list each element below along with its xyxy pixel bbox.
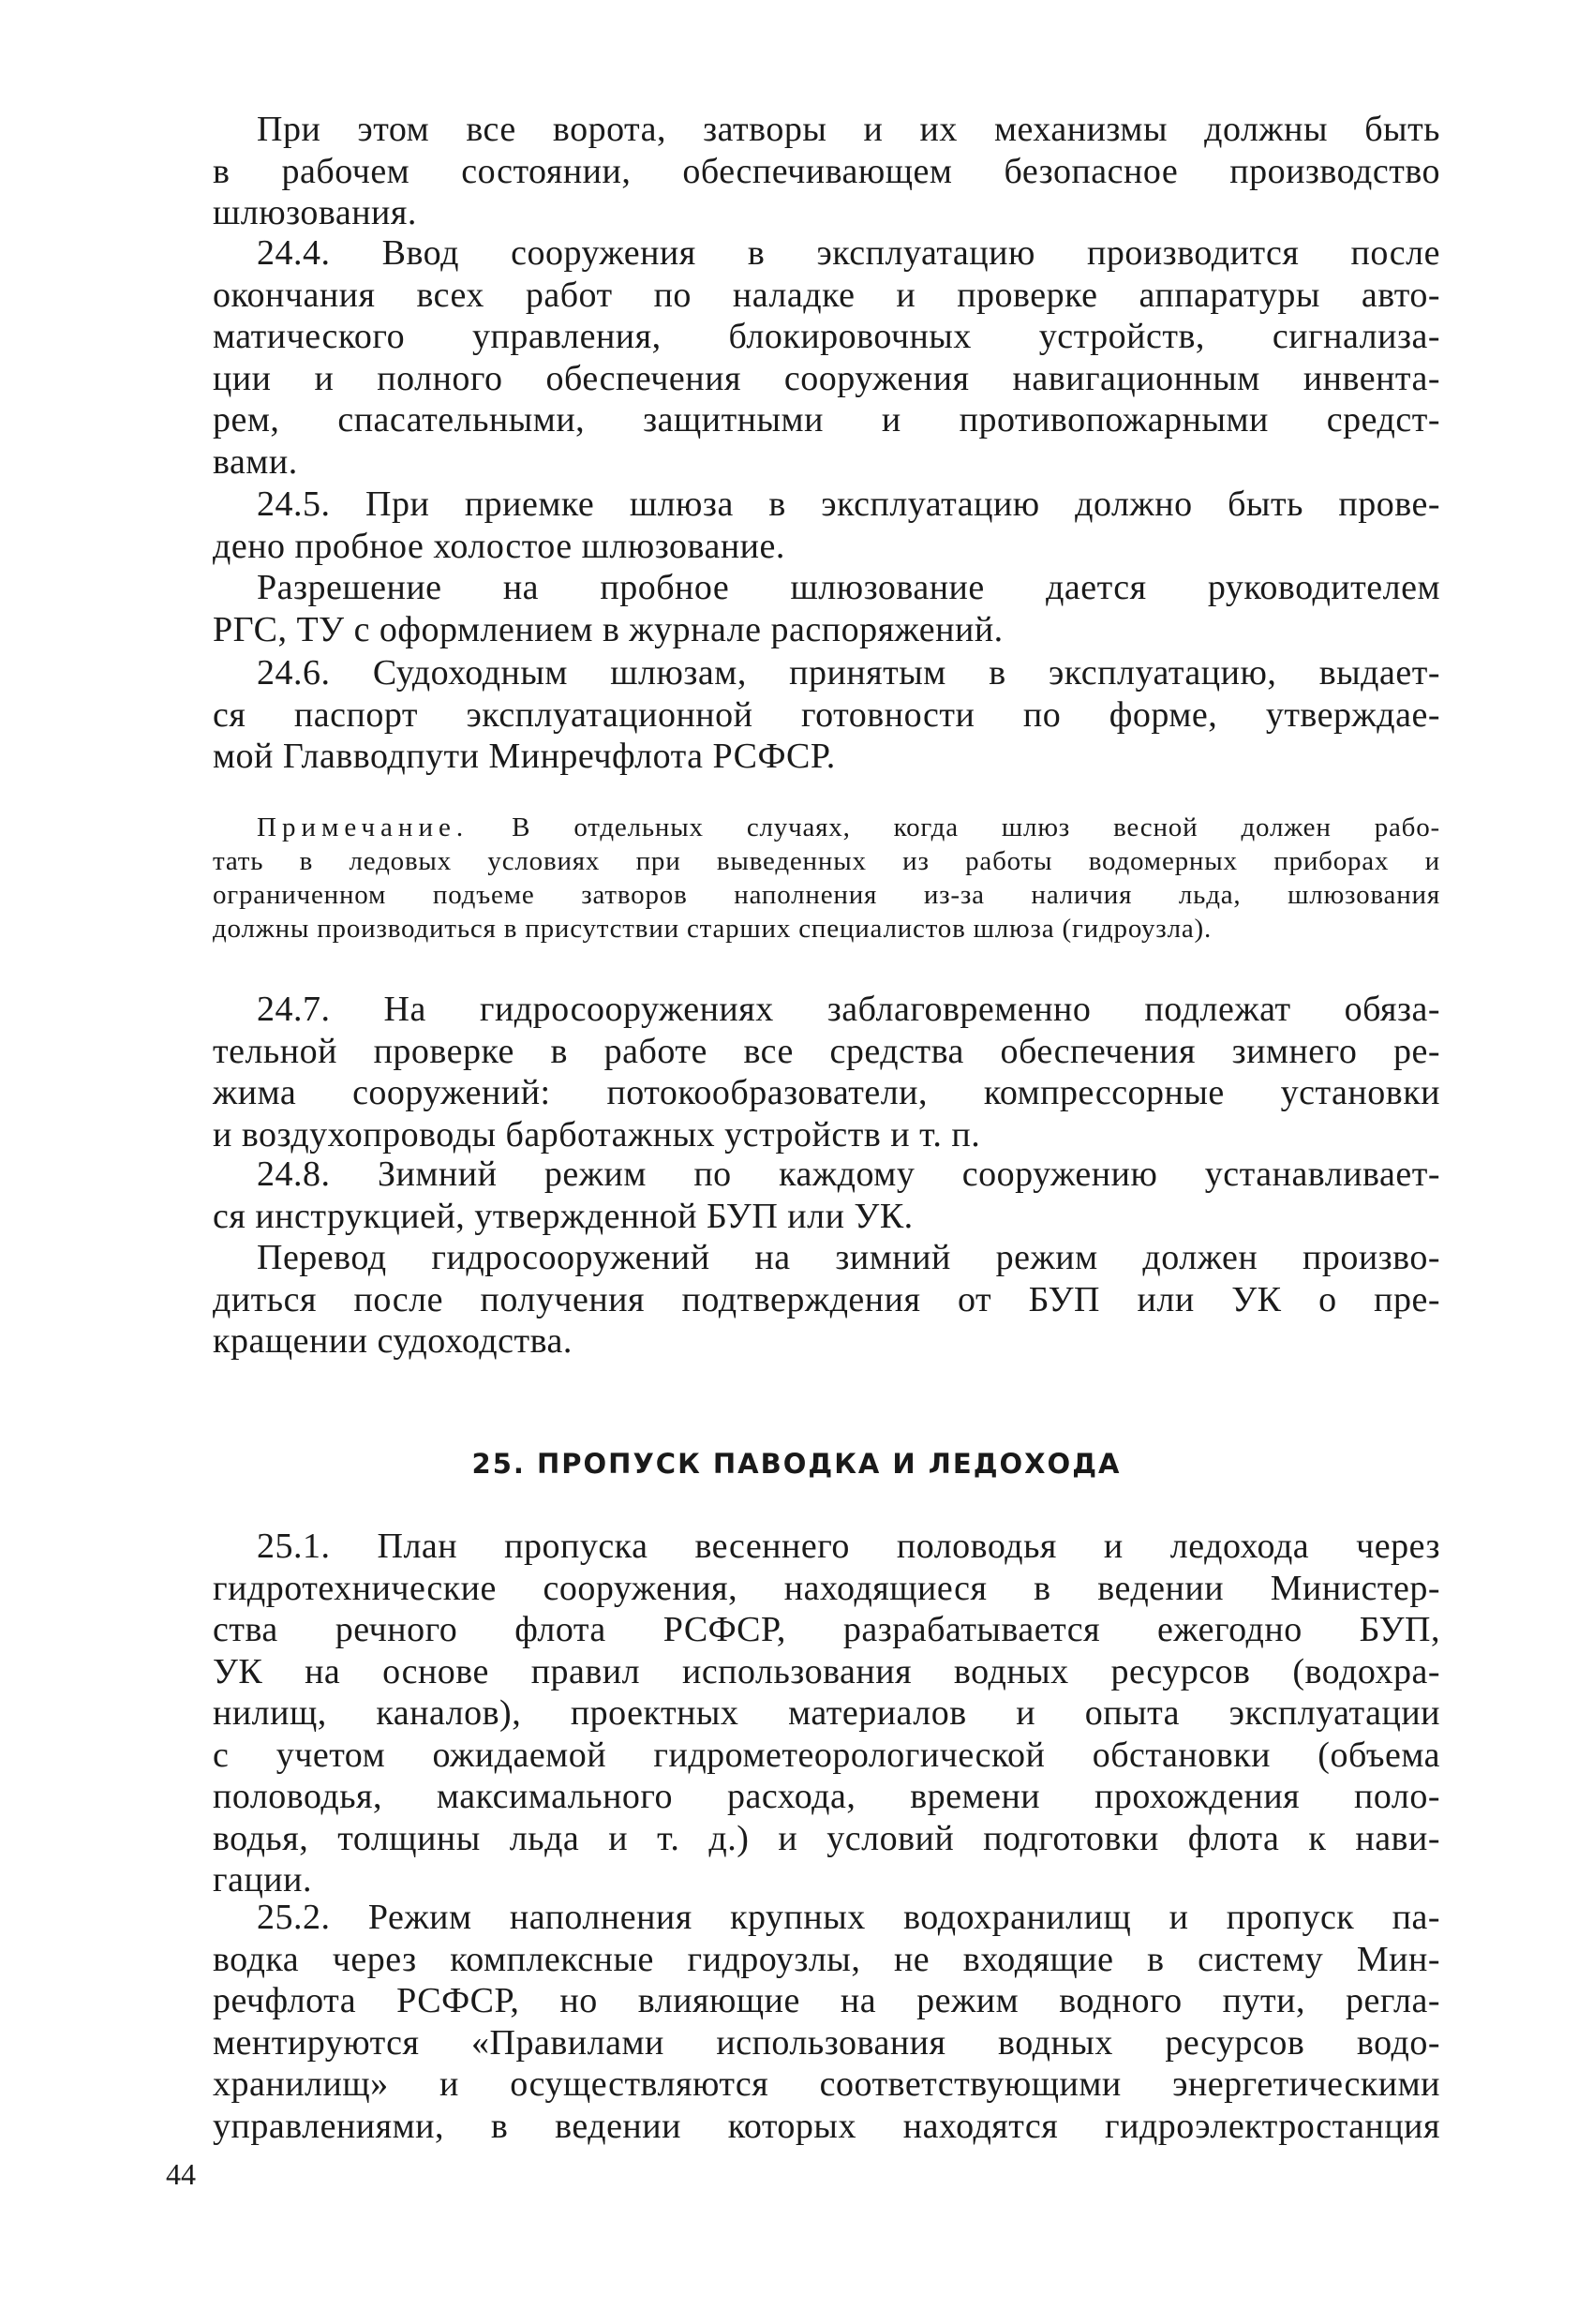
text-line: вами. [213, 441, 298, 482]
text-line: УК на основе правил использования водных ресурсов (водохра- [213, 1651, 1440, 1691]
text-line: диться после получения подтверждения от БУП или УК о пре- [213, 1279, 1440, 1319]
page-number: 44 [166, 2157, 196, 2191]
text-line: водка через комплексные гидроузлы, не входящие в систему Мин- [213, 1939, 1440, 1979]
section-heading: 25. ПРОПУСК ПАВОДКА И ЛЕДОХОДА [471, 1448, 1122, 1480]
text-line: хранилищ» и осуществляются соответствующими энергетическими [213, 2064, 1440, 2104]
text-line: Разрешение на пробное шлюзование дается руководителем [257, 568, 1440, 607]
text-line: окончания всех работ по наладке и проверке аппаратуры авто- [213, 275, 1440, 315]
text-line: в рабочем состоянии, обеспечивающем безопасное производство [213, 151, 1440, 191]
text-line: 24.5. При приемке шлюза в эксплуатацию должно быть прове- [257, 484, 1440, 524]
text-line: ся паспорт эксплуатационной готовности по форме, утверждае- [213, 694, 1440, 735]
text-line: половодья, максимального расхода, времени прохождения поло- [213, 1777, 1440, 1816]
text-line: с учетом ожидаемой гидрометеорологической обстановки (объема [213, 1735, 1440, 1775]
text-line: дено пробное холостое шлюзование. [213, 526, 785, 566]
text-line: РГС, ТУ с оформлением в журнале распоряжений. [213, 609, 1004, 649]
text-line: гидротехнические сооружения, находящиеся в ведении Министер- [213, 1568, 1440, 1608]
text-line: 24.6. Судоходным шлюзам, принятым в эксплуатацию, выдает- [257, 653, 1440, 693]
note-label: Примечание. [257, 812, 469, 842]
text-line: ства речного флота РСФСР, разрабатывается ежегодно БУП, [213, 1610, 1440, 1649]
text-line: Перевод гидросооружений на зимний режим должен произво- [257, 1238, 1440, 1277]
text-line: матического управления, блокировочных устройств, сигнализа- [213, 317, 1440, 356]
text-line: 24.4. Ввод сооружения в эксплуатацию производится после [257, 233, 1440, 273]
text-line: кращении судоходства. [213, 1321, 573, 1361]
text-line: жима сооружений: потокообразователи, компрессорные установки [213, 1073, 1440, 1112]
text-line: ся инструкцией, утвержденной БУП или УК. [213, 1196, 914, 1236]
note-text: В отдельных случаях, когда шлюз весной должен рабо- [512, 812, 1440, 842]
text-line: шлюзования. [213, 193, 417, 232]
text-line: 25.2. Режим наполнения крупных водохранилищ и пропуск па- [257, 1898, 1440, 1937]
text-line: ции и полного обеспечения сооружения навигационным инвента- [213, 358, 1440, 398]
text-line: 25.1. План пропуска весеннего половодья и ледохода через [257, 1527, 1440, 1566]
text-line: водья, толщины льда и т. д.) и условий подготовки флота к нави- [213, 1818, 1440, 1858]
text-line: рем, спасательными, защитными и противопожарными средст- [213, 400, 1440, 439]
text-line: нилищ, каналов), проектных материалов и опыта эксплуатации [213, 1693, 1440, 1733]
text-line: мой Главводпути Минречфлота РСФСР. [213, 737, 836, 776]
text-line: тать в ледовых условиях при выведенных из работы водомерных приборах и [213, 846, 1440, 876]
text-line: 24.7. На гидросооружениях заблаговременно подлежат обяза- [257, 990, 1440, 1029]
text-line: 24.8. Зимний режим по каждому сооружению устанавливает- [257, 1155, 1440, 1194]
text-line: тельной проверке в работе все средства обеспечения зимнего ре- [213, 1031, 1440, 1071]
text-line: речфлота РСФСР, но влияющие на режим водного пути, регла- [213, 1981, 1440, 2020]
text-line: ментируются «Правилами использования водных ресурсов водо- [213, 2022, 1440, 2063]
text-line: гации. [213, 1860, 312, 1899]
text-line: При этом все ворота, затворы и их механизмы должны быть [257, 110, 1440, 149]
text-line: управлениями, в ведении которых находятся гидроэлектростанция [213, 2106, 1440, 2146]
text-line: и воздухопроводы барботажных устройств и т. п. [213, 1114, 981, 1155]
text-line: ограниченном подъеме затворов наполнения из-за наличия льда, шлюзования [213, 880, 1440, 910]
text-line: должны производиться в присутствии старших специалистов шлюза (гидроузла). [213, 914, 1213, 944]
text-line [257, 811, 1440, 844]
